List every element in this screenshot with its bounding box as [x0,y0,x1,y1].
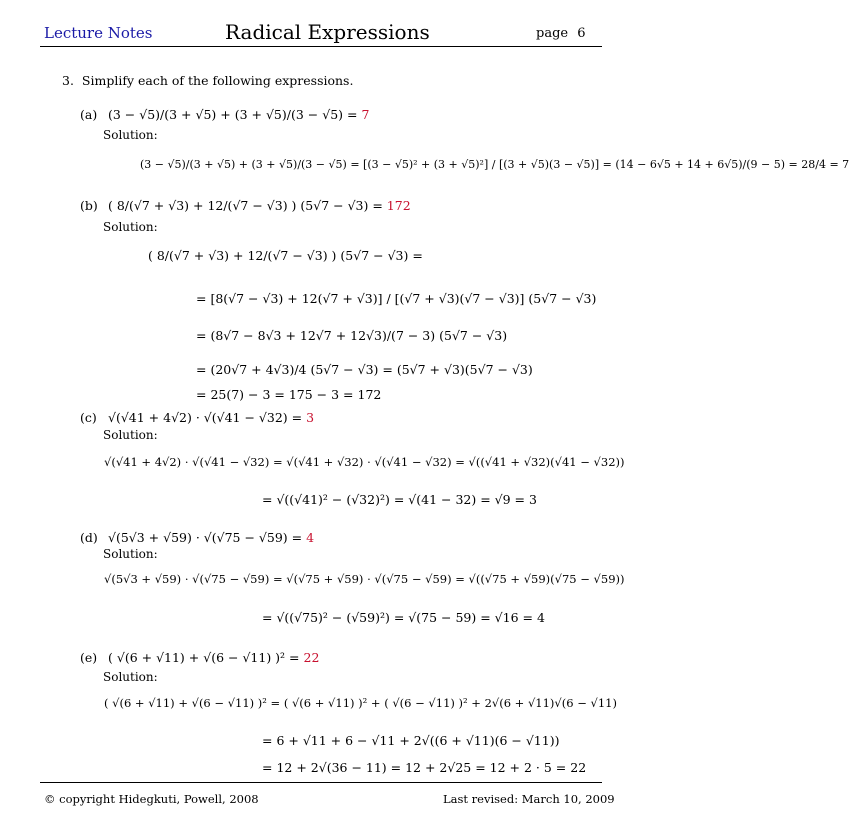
part-b-solution-label: Solution: [103,220,158,234]
part-a-solution-label: Solution: [103,128,158,142]
footer-revised: Last revised: March 10, 2009 [443,792,615,806]
part-b-line-1: = [8(√7 − √3) + 12(√7 + √3)] / [(√7 + √3)(√7 − √3)] (5√7 − √3) [196,291,597,306]
part-c-solution-label: Solution: [103,428,158,442]
part-e-solution-label: Solution: [103,670,158,684]
part-e-line-1: ( √(6 + √11) + √(6 − √11) )² = ( √(6 + √11) )² + ( √(6 − √11) )² + 2√(6 + √11)√(6 − √11) [104,696,617,710]
part-d-label: (d) [80,530,98,545]
part-e-line-2: = 6 + √11 + 6 − √11 + 2√((6 + √11)(6 − √11)) [262,733,560,748]
part-b-line-0: ( 8/(√7 + √3) + 12/(√7 − √3) ) (5√7 − √3) = [148,248,423,263]
part-c-answer: 3 [306,410,315,425]
part-c-expression: √(√41 + 4√2) · √(√41 − √32) = [108,410,303,425]
part-e-expression: ( √(6 + √11) + √(6 − √11) )² = [108,650,300,665]
page-number: 6 [577,26,586,41]
part-e-line-3: = 12 + 2√(36 − 11) = 12 + 2√25 = 12 + 2 · 5 = 22 [262,760,587,775]
part-c-line-2: = √((√41)² − (√32)²) = √(41 − 32) = √9 = 3 [262,492,537,507]
part-b-answer: 172 [386,198,411,213]
part-c-label: (c) [80,410,97,425]
page-number-block [536,26,586,41]
problem-number: 3. [62,73,74,88]
part-a-answer: 7 [361,107,370,122]
part-b-expression: ( 8/(√7 + √3) + 12/(√7 − √3) ) (5√7 − √3) = [108,198,383,213]
problem-instruction: Simplify each of the following expressions. [81,73,354,88]
part-e-statement [108,650,319,665]
part-a-solution-line: (3 − √5)/(3 + √5) + (3 + √5)/(3 − √5) = [(3 − √5)² + (3 + √5)²] / [(3 + √5)(3 − √5)] = (14 − 6√5 + 14 + 6√5)/(9 − 5) = 28/4 = 7 [140,158,849,171]
part-d-line-2: = √((√75)² − (√59)²) = √(75 − 59) = √16 = 4 [262,610,545,625]
part-b-statement [108,198,411,213]
page-label: page [536,26,569,41]
page-title: Radical Expressions [225,20,430,44]
part-b-line-3: = (20√7 + 4√3)/4 (5√7 − √3) = (5√7 + √3)(5√7 − √3) [196,362,533,377]
part-d-answer: 4 [306,530,315,545]
part-e-label: (e) [80,650,98,665]
header-left: Lecture Notes [44,24,153,42]
part-b-line-2: = (8√7 − 8√3 + 12√7 + 12√3)/(7 − 3) (5√7 − √3) [196,328,508,343]
part-d-expression: √(5√3 + √59) · √(√75 − √59) = [108,530,303,545]
header-rule [40,46,602,47]
part-d-solution-label: Solution: [103,547,158,561]
part-a-expression: (3 − √5)/(3 + √5) + (3 + √5)/(3 − √5) = [108,107,358,122]
footer-rule [40,782,602,783]
part-a-label: (a) [80,107,98,122]
part-c-line-1: √(√41 + 4√2) · √(√41 − √32) = √(√41 + √32) · √(√41 − √32) = √((√41 + √32)(√41 − √32)) [104,455,625,469]
part-b-label: (b) [80,198,98,213]
part-d-statement [108,530,314,545]
part-b-line-4: = 25(7) − 3 = 175 − 3 = 172 [196,387,382,402]
part-e-answer: 22 [303,650,320,665]
part-d-line-1: √(5√3 + √59) · √(√75 − √59) = √(√75 + √59) · √(√75 − √59) = √((√75 + √59)(√75 − √59)) [104,572,625,586]
part-c-statement [108,410,314,425]
part-a-statement [108,107,369,122]
problem-heading [62,73,353,88]
footer-copyright: © copyright Hidegkuti, Powell, 2008 [44,792,259,806]
